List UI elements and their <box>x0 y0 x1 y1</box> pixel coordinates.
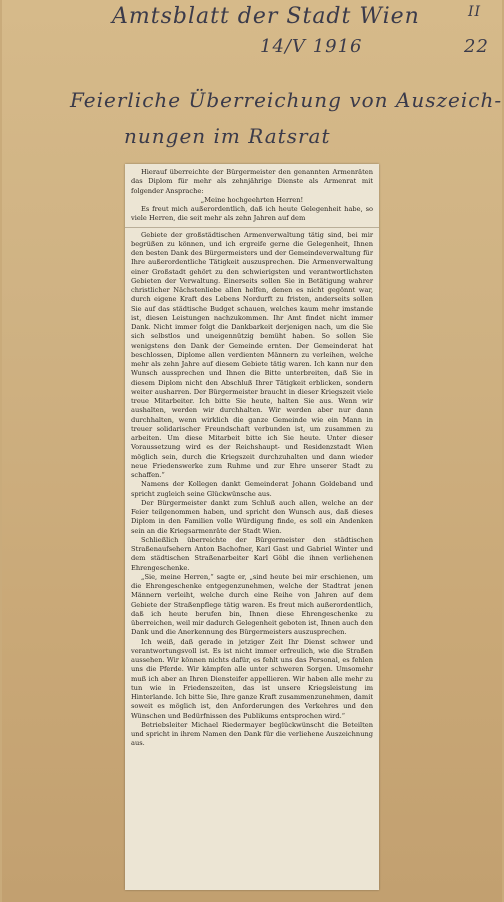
archive-sheet <box>2 0 502 902</box>
handwritten-subtitle-line-1: Feierliche Überreichung von Auszeich- <box>70 88 503 112</box>
clipping-paragraph-4: Schließlich überreichte der Bürgermeister den städtischen Straßenaufsehern Anton Bachofner, Karl Gast und Gabriel Winter und dem städtischen Straßenarbeiter Karl Göbl die ihnen verliehenen Ehrengeschenke. <box>131 535 373 572</box>
handwritten-subtitle-line-2: nungen im Ratsrat <box>124 124 331 148</box>
handwritten-roman-numeral: II <box>468 4 482 20</box>
clipping-salutation: „Meine hochgeehrten Herren! <box>200 195 304 204</box>
clipping-paragraph-2: Namens der Kollegen dankt Gemeinderat Johann Goldeband und spricht zugleich seine Glückwünsche aus. <box>131 480 373 498</box>
clipping-intro: Hierauf überreichte der Bürgermeister den genannten Armenräten das Diplom für mehr als zehnjährige Dienste als Armenrat mit folgender Ansprache: <box>131 168 373 195</box>
clipping-paragraph-1a: Es freut mich außerordentlich, daß ich heute Gelegenheit habe, so viele Herren, die seit mehr als zehn Jahren auf dem <box>131 205 373 223</box>
handwritten-title: Amtsblatt der Stadt Wien <box>112 4 420 29</box>
handwritten-date: 14/V 1916 <box>260 36 363 57</box>
clipping-seam <box>125 227 379 228</box>
newspaper-clipping <box>125 164 379 890</box>
clipping-paragraph-7: Betriebsleiter Michael Riedermayer beglückwünscht die Beteilten und spricht in ihrem Namen den Dank für die verliehene Auszeichnung aus. <box>131 720 373 748</box>
handwritten-page-number: 22 <box>464 36 489 57</box>
clipping-paragraph-1b: Gebiete der großstädtischen Armenverwaltung tätig sind, bei mir begrüßen zu können, und ich ergreife gerne die Gelegenheit, Ihnen den besten Dank des Bürgermeisters und der Gemeindeverwaltung für Ihre außerordentliche Tätigkeit auszusprechen. Die Armenverwaltung einer Großstadt gehört zu den schwierigsten und verantwortlichsten Gebieten der Verwaltung. Einerseits sollen Sie in Betätigung wahrer christlicher Nächstenliebe allen helfen, denen es nicht gegönnt war, durch eigene Kraft des Lebens Nordurft zu fristen, anderseits sollen Sie auf das städtische Budget schauen, welches kaum mehr imstande ist, diesen Leistungen nachzukommen. Ihr Amt findet nicht immer Dank. Nicht immer folgt die Dankbarkeit derjenigen nach, um die Sie sich selbstlos und uneigennützig bemüht haben. So sollen Sie wenigstens den Dank der Gemeinde ernten. Der Gemeinderat hat beschlossen, Diplome allen verdienten Männern zu verleihen, welche mehr als zehn Jahre auf diesem Gebiete tätig waren. Ich kann nur den Wunsch aussprechen und Ihnen die Bitte unterbreiten, daß Sie in diesem Diplom nicht den Abschluß Ihrer Tätigkeit erblicken, sondern weiter ausharren. Der Bürgermeister braucht in dieser Kriegszeit viele treue Mitarbeiter. Ich bitte Sie heute, halten Sie aus. Wenn wir aushalten, werden wir durchhalten. Wir werden aber nur dann durchhalten, wenn wirklich die ganze Gemeinde wie ein Mann in treuer solidarischer Freundschaft verbunden ist, um zusammen zu arbeiten. Um diese Mitarbeit bitte ich Sie heute. Unter dieser Voraussetzung wird es der Reichshaupt- und Residenzstadt Wien möglich sein, durch die Kriegszeit durchzuhalten und dann wieder neue Friedenswerke zum Ruhme und zur Ehre unserer Stadt zu schaffen.“ <box>131 230 373 479</box>
clipping-paragraph-5: „Sie, meine Herren,“ sagte er, „sind heute bei mir erschienen, um die Ehrengeschenke entgegenzunehmen, welche der Stadtrat jenen Männern verleiht, welche durch eine Reihe von Jahren auf dem Gebiete der Straßenpflege tätig waren. Es freut mich außerordentlich, daß ich heute berufen bin, Ihnen diese Ehrengeschenke zu überreichen, weil mir dadurch Gelegenheit geboten ist, Ihnen auch den Dank und die Anerkennung des Bürgermeisters auszusprechen. <box>131 572 373 637</box>
clipping-paragraph-3: Der Bürgermeister dankt zum Schluß auch allen, welche an der Feier teilgenommen haben, und spricht den Wunsch aus, daß dieses Diplom in den Familien volle Würdigung finde, es soll ein Andenken sein an die Kriegsarmenräte der Stadt Wien. <box>131 498 373 535</box>
clipping-paragraph-6: Ich weiß, daß gerade in jetziger Zeit Ihr Dienst schwer und verantwortungsvoll ist. Es ist nicht immer erfreulich, wie die Straßen aussehen. Wir können nichts dafür, es fehlt uns das Personal, es fehlen uns die Pferde. Wir kämpfen alle unter schweren Sorgen. Umsomehr muß ich aber an Ihren Diensteifer appellieren. Wir haben alle mehr zu tun wie in Friedenszeiten, das ist unsere Kriegsleistung im Hinterlande. Ich bitte Sie, Ihre ganze Kraft zusammenzunehmen, damit soweit es möglich ist, den Anforderungen des Verkehres und den Wünschen und Bedürfnissen des Publikums entsprochen wird.“ <box>131 637 373 720</box>
